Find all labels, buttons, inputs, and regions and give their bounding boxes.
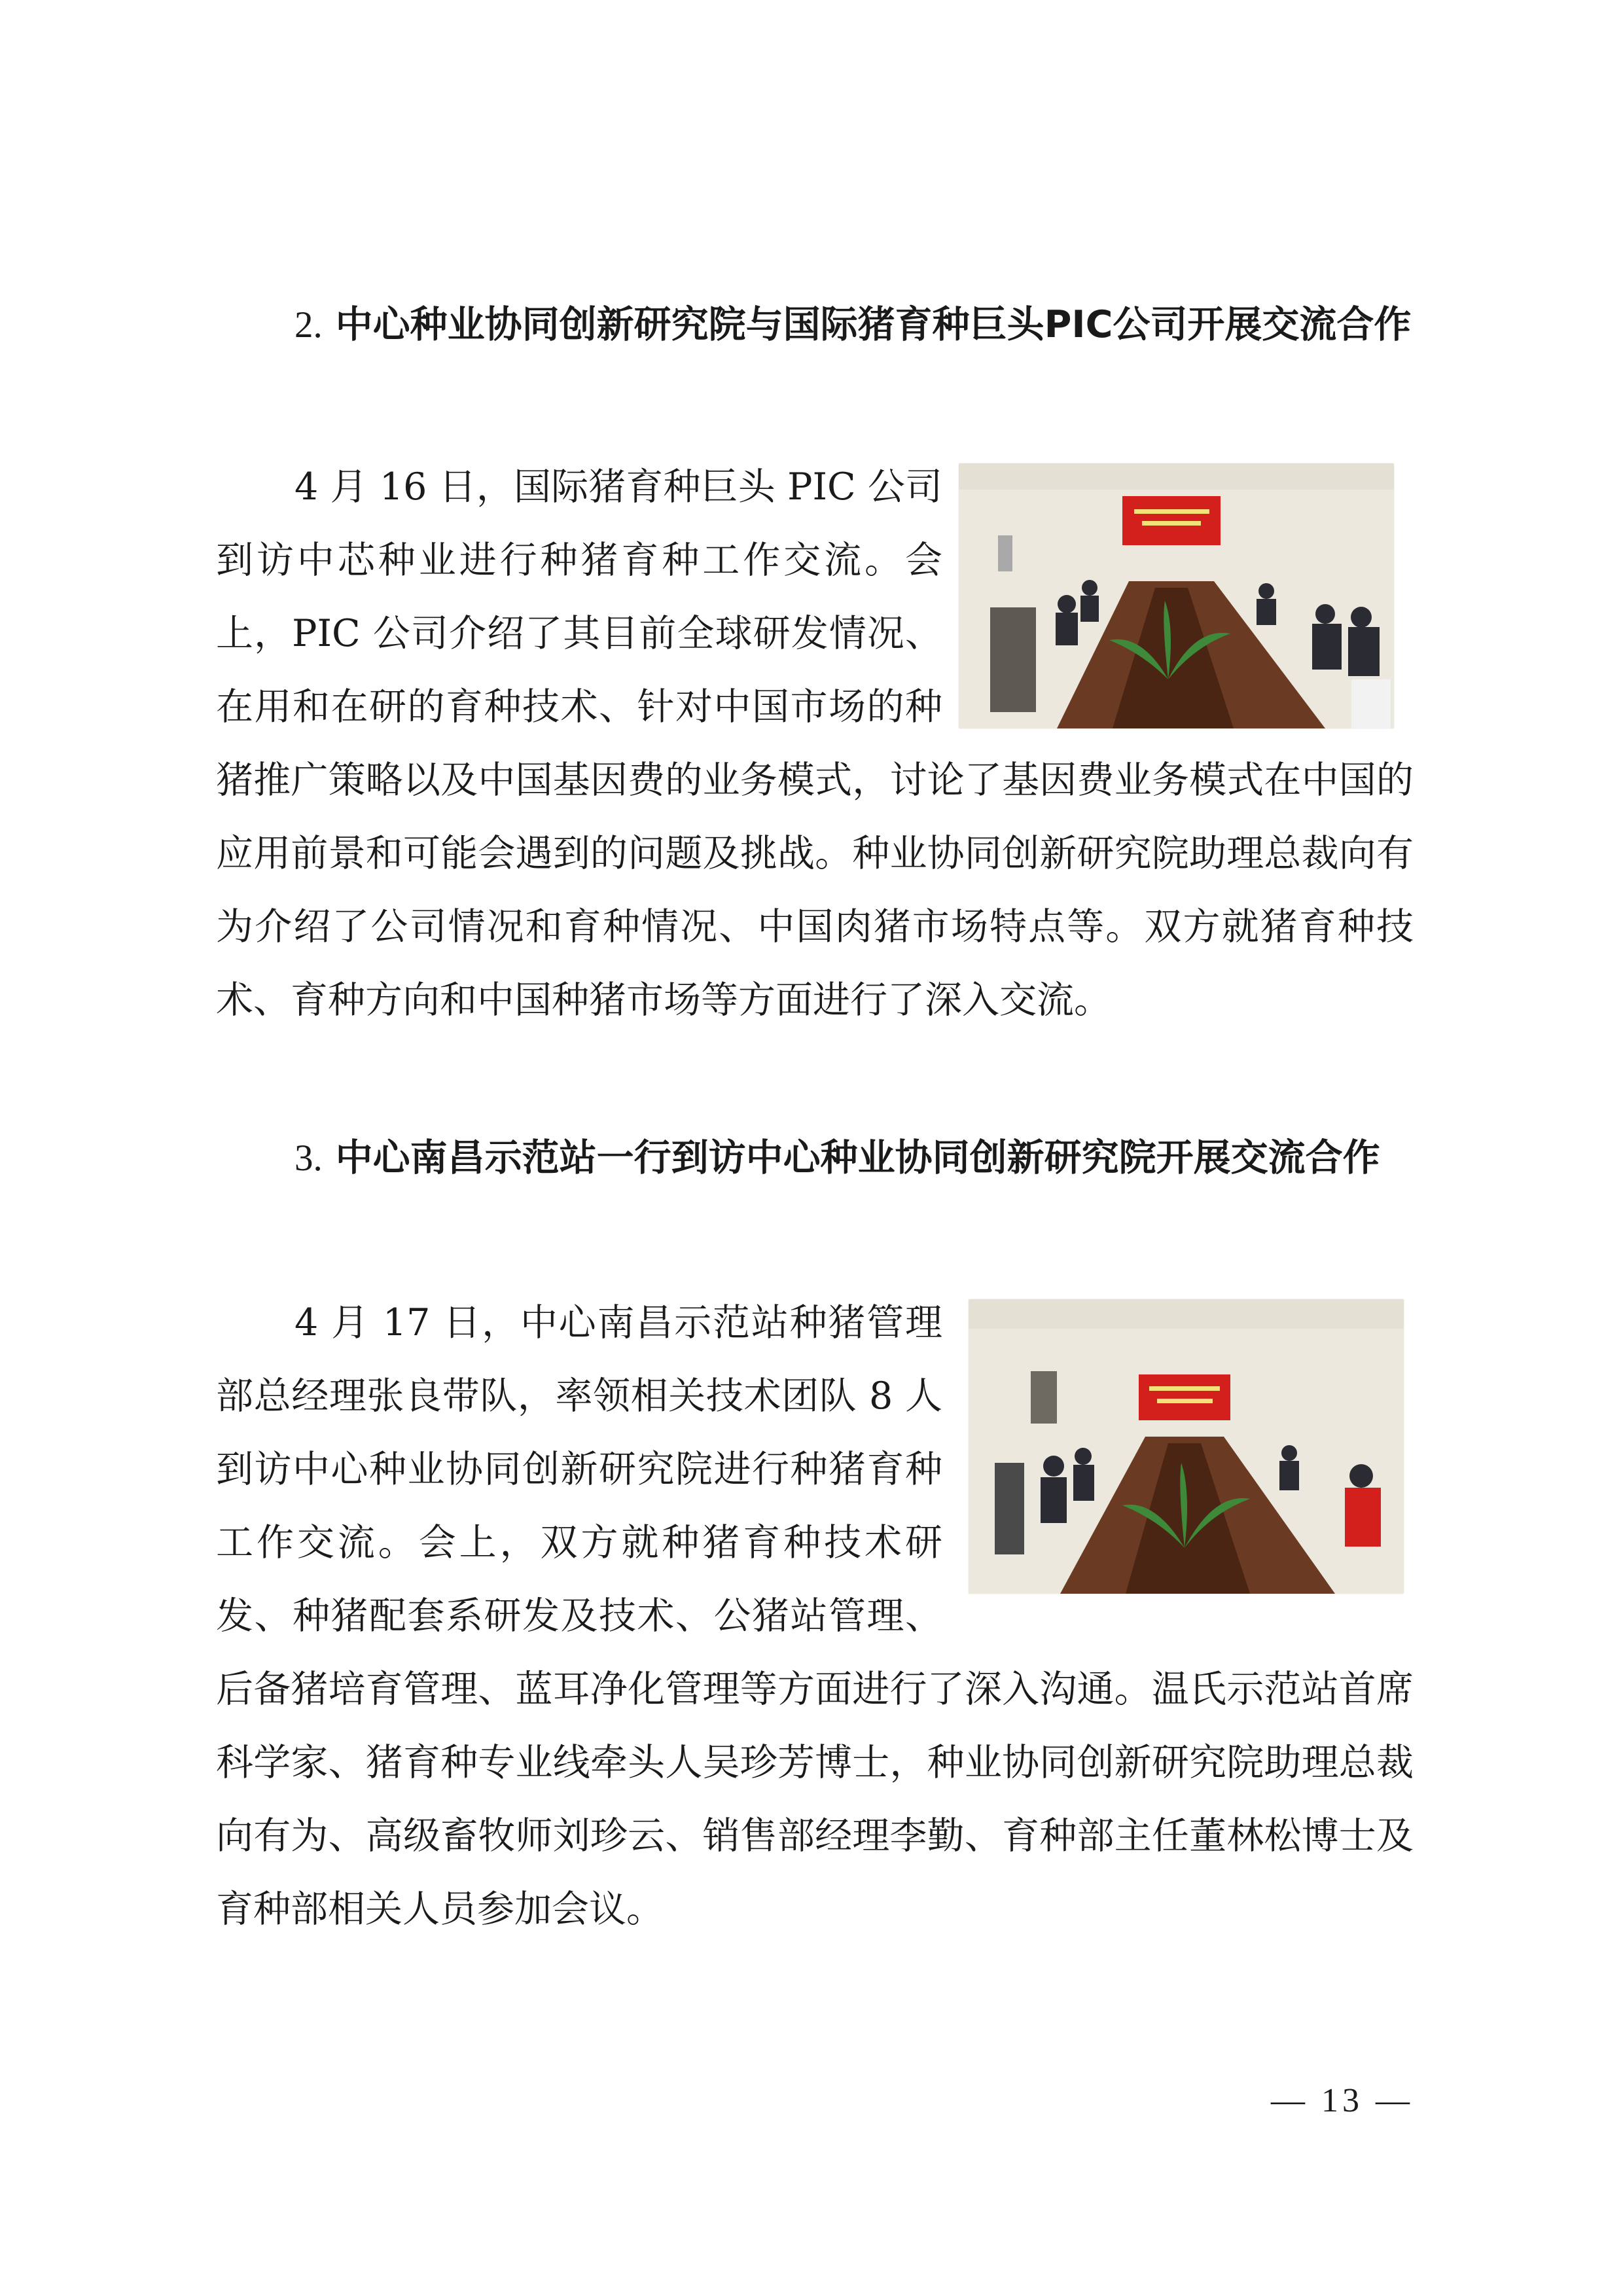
section-3-paragraph-wrap bbox=[216, 1286, 1414, 1946]
page-number: — 13 — bbox=[1271, 2082, 1414, 2119]
section-2-number: 2. bbox=[294, 304, 323, 346]
section-2-title: 中心种业协同创新研究院与国际猪育种巨头PIC公司开展交流合作 bbox=[335, 303, 1412, 346]
section-3-title: 中心南昌示范站一行到访中心种业协同创新研究院开展交流合作 bbox=[335, 1136, 1380, 1179]
section-3-heading bbox=[216, 1121, 1414, 1195]
section-2-body-text: 4 月 16 日，国际猪育种巨头 PIC 公司到访中芯种业进行种猪育种工作交流。会上，PIC 公司介绍了其目前全球研发情况、在用和在研的育种技术、针对中国市场的种猪推广策略以及中国基因费的业务模式，讨论了基因费业务模式在中国的应用前景和可能会遇到的问题及挑战。种业协同创新研究院助理总裁向有为介绍了公司情况和育种情况、中国肉猪市场特点等。双方就猪育种技术、育种方向和中国种猪市场等方面进行了深入交流。 bbox=[216, 465, 1414, 1022]
section-2-paragraph-wrap bbox=[216, 450, 1414, 1037]
section-3-number: 3. bbox=[294, 1138, 323, 1179]
section-3-body-text: 4 月 17 日，中心南昌示范站种猪管理部总经理张良带队，率领相关技术团队 8 人到访中心种业协同创新研究院进行种猪育种工作交流。会上，双方就种猪育种技术研发、种猪配套系研发及技术、公猪站管理、后备猪培育管理、蓝耳净化管理等方面进行了深入沟通。温氏示范站首席科学家、猪育种专业线牵头人吴珍芳博士，种业协同创新研究院助理总裁向有为、高级畜牧师刘珍云、销售部经理李勤、育种部主任董林松博士及育种部相关人员参加会议。 bbox=[216, 1301, 1414, 1931]
section-2-heading bbox=[216, 288, 1414, 362]
